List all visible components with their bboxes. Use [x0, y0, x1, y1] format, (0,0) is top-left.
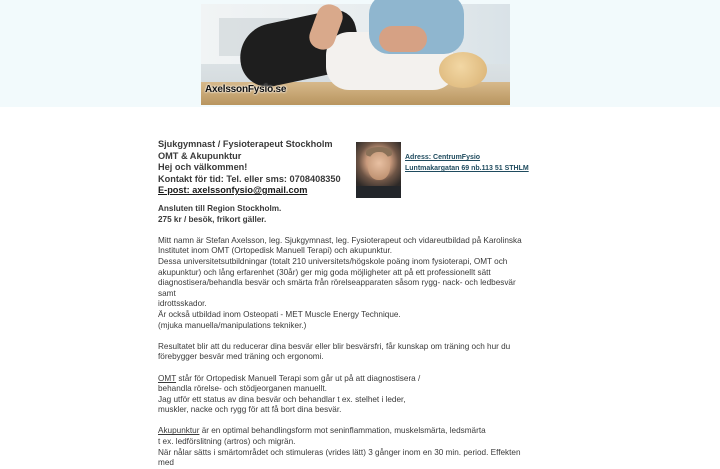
hero-patient-head [439, 52, 487, 88]
intro-contact: Kontakt för tid: Tel. eller sms: 0708408350 [158, 173, 341, 184]
about-line: Dessa universitetsutbildningar (totalt 210 universitets/högskole poäng inom fysioterapi, OMT och [158, 256, 508, 266]
omt-line: muskler, nacke och rygg för att få bort dina besvär. [158, 405, 342, 415]
intro-welcome: Hej och välkommen! [158, 162, 248, 172]
intro-block [158, 139, 358, 197]
omt-link[interactable]: OMT [158, 373, 177, 383]
therapist-portrait [356, 142, 401, 198]
omt-line [158, 374, 523, 385]
email-link[interactable]: E-post: axelssonfysio@gmail.com [158, 185, 308, 195]
about-line: (mjuka manuella/manipulations tekniker.) [158, 320, 307, 330]
portrait-shirt [356, 186, 401, 198]
portrait-face [368, 152, 390, 180]
akupunktur-line: t ex. ledförslitning (artros) och migrän. [158, 437, 296, 447]
hero-image [201, 4, 510, 105]
about-line: akupunktur) och lång erfarenhet (30år) ger mig goda möjligheter att på ett professionellt sätt [158, 267, 491, 277]
result-line: förebygger besvär med träning och ergonomi. [158, 352, 324, 362]
akupunktur-line: När nålar sätts i smärtområdet och stimuleras (vrides lätt) 3 gånger inom en 30 min. period. Effekten med [158, 447, 521, 468]
address-block[interactable] [405, 152, 529, 174]
omt-description: står för Ortopedisk Manuell Terapi som går ut på att diagnostisera / [176, 373, 421, 383]
about-line: Är också utbildad inom Osteopati - MET Muscle Energy Technique. [158, 309, 401, 319]
about-line: diagnostisera/behandla besvär och smärta från rörelseapparaten såsom rygg- nack- och ledbesvär samt [158, 278, 516, 298]
hero-therapist-hand [379, 26, 427, 52]
hero-logo-text: AxelssonFysio.se [205, 84, 287, 95]
main-body-text [158, 204, 523, 469]
about-line: Mitt namn är Stefan Axelsson, leg. Sjukgymnast, leg. Fysioterapeut och vidareutbildad på Karolinska [158, 235, 522, 245]
about-line: Institutet inom OMT (Ortopedisk Manuell Terapi) och akupunktur. [158, 246, 393, 256]
address-line-1[interactable]: Adress: CentrumFysio [405, 154, 481, 161]
intro-title: Sjukgymnast / Fysioterapeut Stockholm [158, 139, 333, 149]
price-info: 275 kr / besök, frikort gäller. [158, 214, 267, 224]
about-line: idrottsskador. [158, 299, 207, 309]
omt-line: Jag utför ett status av dina besvär och behandlar t ex. stelhet i leder, [158, 394, 406, 404]
address-line-2[interactable]: Luntmakargatan 69 nb.113 51 STHLM [405, 165, 529, 172]
omt-line: behandla rörelse- och stödjeorganen manuellt. [158, 384, 327, 394]
result-line: Resultatet blir att du reducerar dina besvär eller blir besvärsfri, får kunskap om träning och hur du [158, 341, 511, 351]
intro-subtitle: OMT & Akupunktur [158, 150, 242, 161]
akupunktur-description: är en optimal behandlingsform mot seninflammation, muskelsmärta, ledsmärta [199, 426, 486, 436]
akupunktur-link[interactable]: Akupunktur [158, 426, 200, 436]
akupunktur-line [158, 426, 523, 437]
region-info: Ansluten till Region Stockholm. [158, 204, 282, 213]
